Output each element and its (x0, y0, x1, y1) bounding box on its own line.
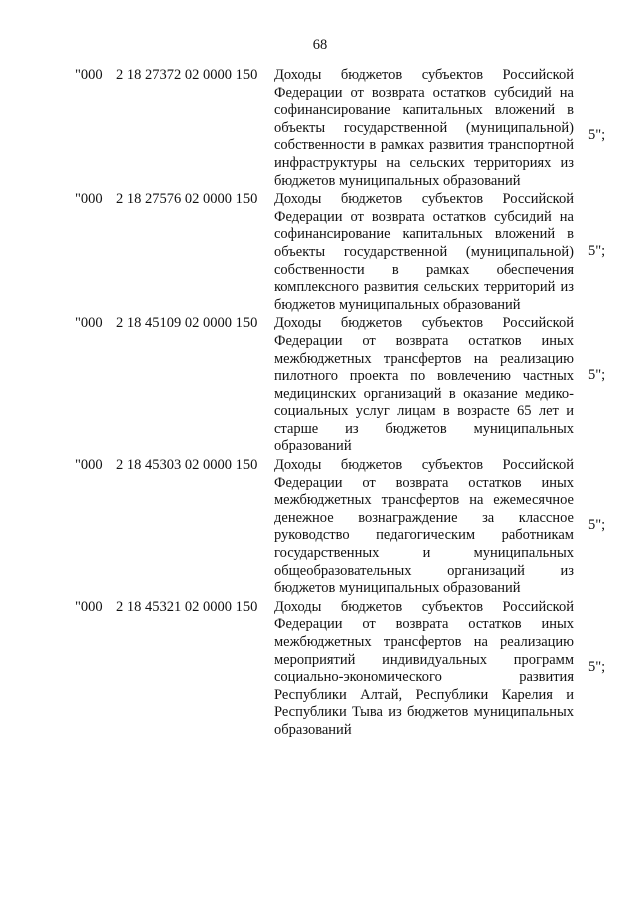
income-description: Доходы бюджетов субъектов Российской Федерации от возврата остатков субсидий на софинансирование капитальных вложений в объекты государственной (муниципальной) собственности в рамках развития транспортной инфраструктуры на сельских территориях из бюджетов муниципальных образований (274, 67, 574, 189)
income-code: 2 18 27372 02 0000 150 (116, 67, 258, 83)
income-description: Доходы бюджетов субъектов Российской Федерации от возврата остатков иных межбюджетных трансфертов на реализацию мероприятий индивидуальных программ социально-экономического развития Республики Алтай, Республики Карелия и Республики Тыва из бюджетов муниципальных образований (274, 598, 574, 738)
income-code: 2 18 45303 02 0000 150 (116, 457, 258, 474)
row-amount: 5"; (588, 127, 606, 143)
row-amount: 5"; (588, 517, 606, 534)
table-row (0, 457, 640, 598)
table-row (0, 599, 640, 740)
row-amount: 5"; (588, 243, 606, 260)
income-code: 2 18 45109 02 0000 150 (116, 315, 258, 332)
admin-code: "000 (75, 315, 103, 332)
table-row (0, 315, 640, 456)
table-row (0, 191, 640, 314)
row-amount: 5"; (588, 367, 606, 384)
income-code-table (0, 67, 640, 741)
income-code: 2 18 45321 02 0000 150 (116, 598, 258, 615)
table-row (0, 67, 640, 190)
income-code: 2 18 27576 02 0000 150 (116, 191, 258, 208)
row-amount: 5"; (588, 658, 606, 675)
income-description: Доходы бюджетов субъектов Российской Федерации от возврата остатков иных межбюджетных трансфертов на реализацию пилотного проекта по вовлечению частных медицинских организаций в оказание медико-социальных услуг лицам в возрасте 65 лет и старше из бюджетов муниципальных образований (274, 315, 574, 455)
income-description: Доходы бюджетов субъектов Российской Федерации от возврата остатков иных межбюджетных трансфертов на ежемесячное денежное вознаграждение за классное руководство педагогическим работникам государственных и муниципальных общеобразовательных организаций из бюджетов муниципальных образований (274, 457, 574, 597)
admin-code: "000 (75, 67, 103, 83)
admin-code: "000 (75, 598, 103, 615)
page-number: 68 (312, 37, 328, 53)
admin-code: "000 (75, 457, 103, 474)
income-description: Доходы бюджетов субъектов Российской Федерации от возврата остатков субсидий на софинансирование капитальных вложений в объекты государственной (муниципальной) собственности в рамках обеспечения комплексного развития сельских территорий из бюджетов муниципальных образований (274, 191, 574, 313)
admin-code: "000 (75, 191, 103, 208)
